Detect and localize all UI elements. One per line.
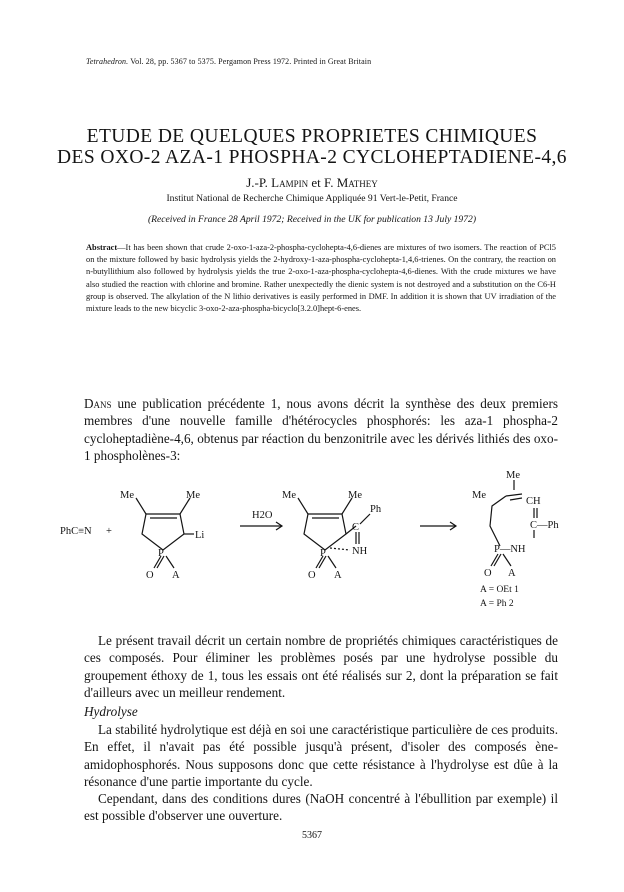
label-c-ph: C—Ph xyxy=(530,520,559,531)
pa-bond xyxy=(166,556,174,568)
label-p-nh: P—NH xyxy=(494,544,526,555)
label-me-1: Me xyxy=(120,490,134,501)
title-line-1: ETUDE DE QUELQUES PROPRIETES CHIMIQUES xyxy=(86,126,538,147)
intermediate-ring xyxy=(304,514,346,550)
label-a-1: A xyxy=(172,570,180,581)
product-c-ch-double-bond xyxy=(510,498,522,500)
journal-header xyxy=(86,57,371,66)
hydrolyse-paragraph-2: Cependant, dans des conditions dures (NaOH concentré à l'ébullition par exemple) il est possible d'observer une ouverture. xyxy=(84,791,558,824)
label-a-2: A xyxy=(334,570,342,581)
label-o-2: O xyxy=(308,570,316,581)
label-me-4: Me xyxy=(348,490,362,501)
int-ph-bond xyxy=(360,514,370,524)
abstract xyxy=(86,242,556,315)
plus-sign: + xyxy=(106,526,112,537)
author-1-name: Lampin xyxy=(271,175,309,190)
section-heading-hydrolyse: Hydrolyse xyxy=(84,704,138,719)
reaction-scheme xyxy=(60,468,580,618)
arrow-reagent-water: H2O xyxy=(252,510,273,521)
author-2-name: Mathey xyxy=(336,175,378,190)
label-p-2: P xyxy=(320,548,326,559)
int-me-bond-left xyxy=(298,498,308,514)
product-ring xyxy=(490,496,506,546)
authors xyxy=(0,175,624,191)
reagent-benzonitrile: PhC≡N xyxy=(60,526,92,537)
label-ph-1: Ph xyxy=(370,504,382,515)
paragraph-2: Le présent travail décrit un certain nombre de propriétés chimiques caractéristiques de ces composés. Pour éliminer les problèmes posés par une hydrolyse possible du groupement éthoxy de 1, tous les essais ont été réalisés sur 2, dont la préparation se fait d'ailleurs avec un meilleur rendement. xyxy=(84,633,558,700)
legend-compound-1: A = OEt 1 xyxy=(480,585,519,595)
intro-dropcap: Dans xyxy=(84,396,112,411)
journal-name: Tetrahedron. xyxy=(86,57,129,66)
label-o-1: O xyxy=(146,570,154,581)
int-pn-dashed-bond xyxy=(330,548,350,550)
intro-text: une publication précédente 1, nous avons décrit la synthèse des deux premiers membres d'une nouvelle famille d'hétérocycles phosphorés: les aza-1 phospha-2 cycloheptadiène-4,6, obtenus par réaction du benzonitrile avec les dérivés lithiés des oxo-1 phospholènes-3: xyxy=(84,396,558,463)
abstract-text: —It has been shown that crude 2-oxo-1-aza-2-phospha-cyclohepta-4,6-dienes are mixtures of two isomers. The reaction of PCl5 on the mixture followed by basic hydrolysis yields the 2-hydroxy-1-aza-phospha-cyclohepta-1,4,6-trienes. On the contrary, the reaction on n-butyllithium also followed by hydrolysis yields the true 2-oxo-1-aza-phospha-cyclohepta-4,6-dienes. With the crude mixtures we have also studied the reaction with chlorine and bromine. Rather unexpectedly the dienic system is not destroyed and a substitution on the C6-H group is observed. The alkylation of the N lithio derivatives is easily performed in DMF. In addition it is shown that UV irradiation of the mixture leads to the new bicyclic 3-oxo-2-aza-phospha-bicyclo[3.2.0]hept-6-enes. xyxy=(86,243,556,314)
hydrolyse-paragraph-1: La stabilité hydrolytique est déjà en soi une caractéristique particulière de ces produits. En effet, il n'avait pas été possible jusqu'à présent, d'isoler des composés ène-amidophosphorés. Nous supposons donc que cette résistance à l'hydrolyse est dûe à la résonance d'une partie importante du cycle. xyxy=(84,722,558,789)
intro-paragraph xyxy=(84,395,558,464)
label-me-6: Me xyxy=(472,490,486,501)
product-pa-bond xyxy=(503,554,511,566)
product-c-ch-bond xyxy=(506,494,522,496)
label-me-2: Me xyxy=(186,490,200,501)
label-a-3: A xyxy=(508,568,516,579)
label-nh-1: NH xyxy=(352,546,368,557)
journal-citation: Vol. 28, pp. 5367 to 5375. Pergamon Press 1972. Printed in Great Britain xyxy=(130,57,372,66)
abstract-label: Abstract xyxy=(86,243,118,252)
label-o-3: O xyxy=(484,568,492,579)
title-line-2: DES OXO-2 AZA-1 PHOSPHA-2 CYCLOHEPTADIENE-4,6 xyxy=(57,147,567,168)
author-separator: et F. xyxy=(308,175,337,190)
me-bond-left xyxy=(136,498,146,514)
label-c-1: C xyxy=(352,522,360,533)
label-me-5: Me xyxy=(506,470,520,481)
received-dates: (Received in France 28 April 1972; Received in the UK for publication 13 July 1972) xyxy=(147,214,477,225)
phospholene-ring xyxy=(142,514,184,550)
label-li: Li xyxy=(195,530,205,541)
int-pa-bond xyxy=(328,556,336,568)
legend-compound-2: A = Ph 2 xyxy=(480,599,514,609)
label-p-1: P xyxy=(158,548,164,559)
author-1-initials: J.-P. xyxy=(246,175,272,190)
institution: Institut National de Recherche Chimique Appliquée 91 Vert-le-Petit, France xyxy=(166,193,458,204)
label-ch: CH xyxy=(526,496,541,507)
page-number: 5367 xyxy=(302,830,322,841)
label-me-3: Me xyxy=(282,490,296,501)
